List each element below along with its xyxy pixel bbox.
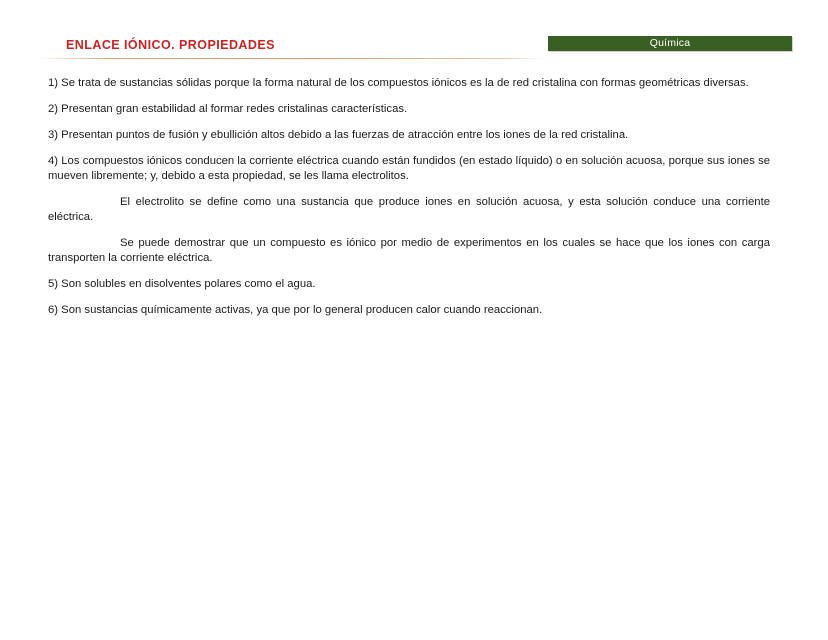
paragraph-item-2: 2) Presentan gran estabilidad al formar redes cristalinas características. (48, 103, 408, 115)
slide-body (48, 76, 770, 318)
paragraph-item-6: 6) Son sustancias químicamente activas, ya que por lo general producen calor cuando reaccionan. (48, 304, 543, 316)
page-title: ENLACE IÓNICO. PROPIEDADES (66, 38, 275, 52)
paragraph-definition-electrolito: El electrolito se define como una sustancia que produce iones en solución acuosa, y esta solución conduce una corriente eléctrica. (48, 196, 770, 223)
title-block (38, 38, 544, 59)
paragraph-item-5: 5) Son solubles en disolventes polares como el agua. (48, 278, 316, 290)
slide-header (0, 0, 828, 72)
subject-banner-label: Química (649, 37, 691, 49)
paragraph-item-1: 1) Se trata de sustancias sólidas porque la forma natural de los compuestos iónicos es la de red cristalina con formas geométricas diversas. (48, 77, 749, 89)
paragraph-item-4: 4) Los compuestos iónicos conducen la corriente eléctrica cuando están fundidos (en estado líquido) o en solución acuosa, porque sus iones se mueven libremente; y, debido a esta propiedad, se les llama electrolitos. (48, 155, 770, 182)
paragraph-item-3: 3) Presentan puntos de fusión y ebullición altos debido a las fuerzas de atracción entre los iones de la red cristalina. (48, 129, 629, 141)
subject-banner (548, 36, 792, 51)
title-divider (38, 58, 544, 59)
paragraph-demonstration-note: Se puede demostrar que un compuesto es iónico por medio de experimentos en los cuales se hace que los iones con carga transporten la corriente eléctrica. (48, 237, 770, 264)
